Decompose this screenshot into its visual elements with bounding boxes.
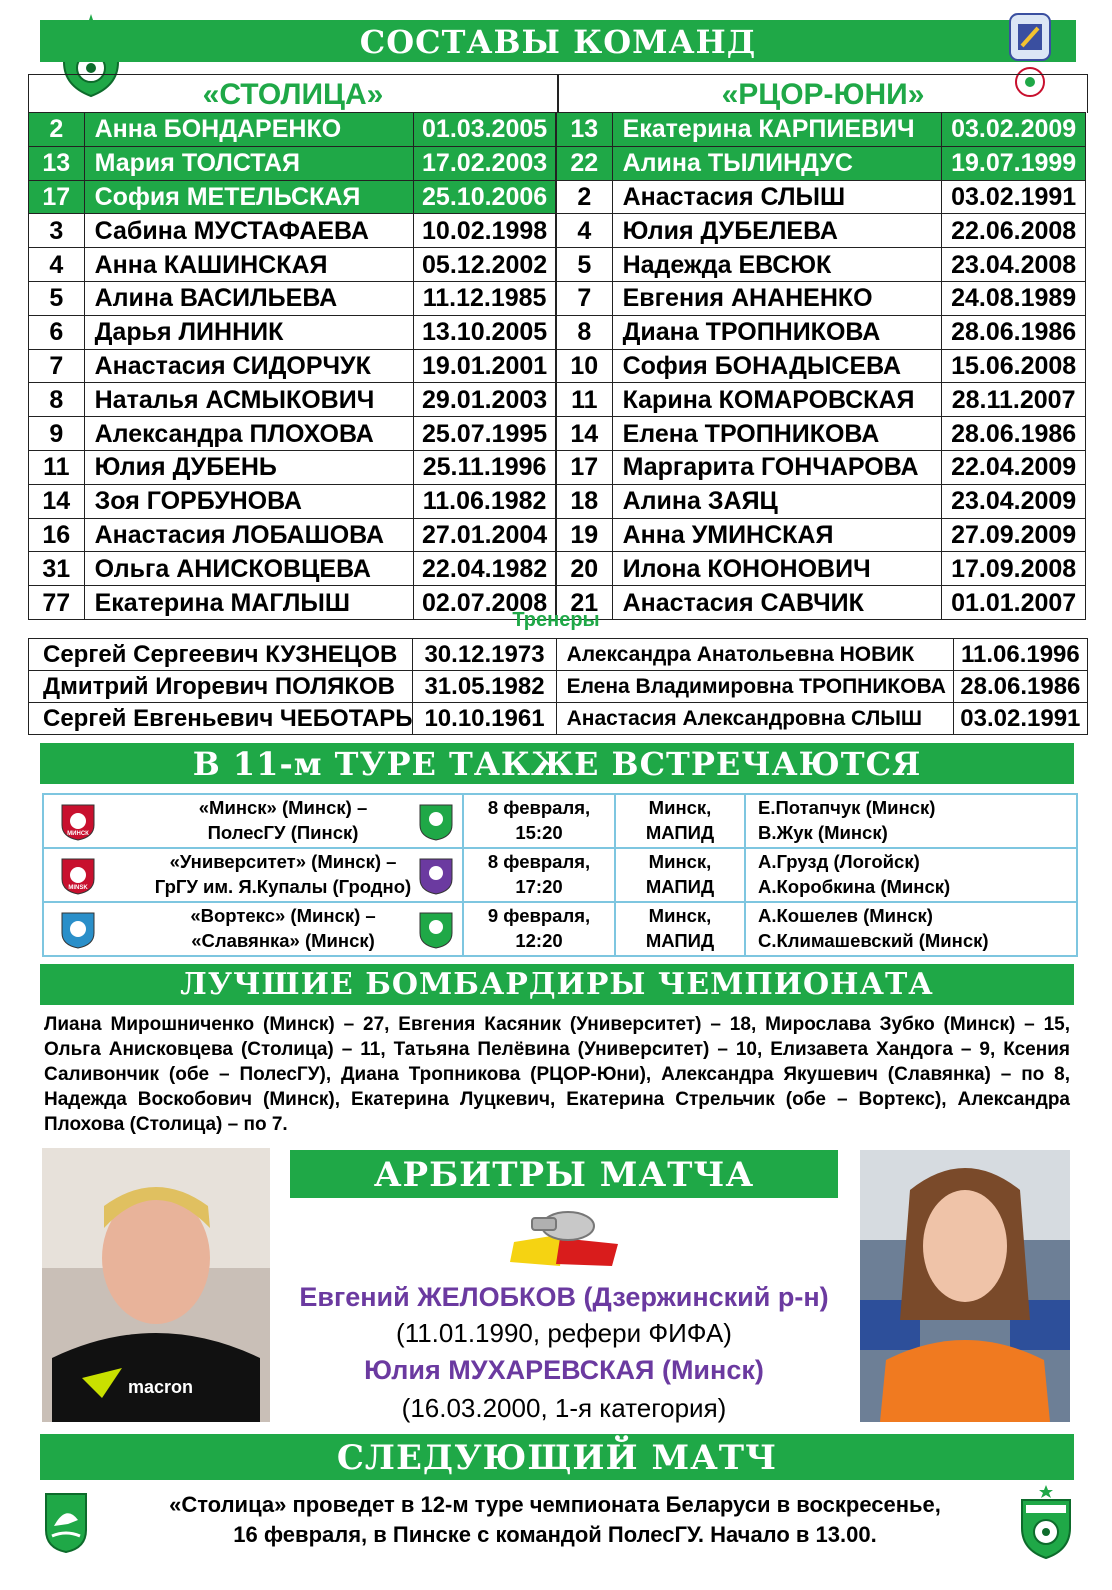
player-number: 5 — [557, 248, 613, 282]
player-name: Александра ПЛОХОВА — [84, 417, 414, 451]
away-player-row — [557, 248, 1086, 282]
player-number: 4 — [29, 248, 85, 282]
home-coach-birthdate: 30.12.1973 — [413, 639, 556, 671]
player-name: Елена ТРОПНИКОВА — [612, 417, 942, 451]
player-number: 8 — [557, 315, 613, 349]
player-birthdate: 05.12.2002 — [414, 248, 556, 282]
matches-table — [42, 793, 1078, 957]
player-birthdate: 23.04.2009 — [942, 484, 1086, 518]
coach-row — [29, 639, 1088, 671]
player-birthdate: 28.11.2007 — [942, 383, 1086, 417]
match-city: Минск, — [648, 797, 712, 818]
referee-2-name: Юлия МУХАРЕВСКАЯ (Минск) — [364, 1355, 764, 1385]
away-player-row — [557, 552, 1086, 586]
team-2-logo-icon — [416, 855, 456, 895]
home-player-row — [29, 383, 556, 417]
match-team-2: ПолесГУ (Пинск) — [207, 822, 359, 843]
player-number: 9 — [29, 417, 85, 451]
player-number: 18 — [557, 484, 613, 518]
match-referee-1: Е.Потапчук (Минск) — [758, 797, 936, 818]
home-player-row — [29, 146, 556, 180]
away-roster-table — [556, 112, 1086, 620]
player-number: 16 — [29, 518, 85, 552]
match-row — [44, 795, 1076, 849]
referee-photo-female — [860, 1150, 1070, 1422]
match-row — [44, 849, 1076, 903]
player-number: 13 — [29, 146, 85, 180]
away-coach-name: Анастасия Александровна СЛЫШ — [556, 703, 953, 735]
player-number: 77 — [29, 586, 85, 620]
referee-1-name: Евгений ЖЕЛОБКОВ (Дзержинский р-н) — [299, 1282, 829, 1312]
match-referees — [758, 849, 1068, 901]
match-team-1: «Вортекс» (Минск) – — [190, 905, 376, 926]
away-coach-birthdate: 03.02.1991 — [953, 703, 1087, 735]
player-name: София МЕТЕЛЬСКАЯ — [84, 180, 414, 214]
player-birthdate: 22.06.2008 — [942, 214, 1086, 248]
scorers-title — [40, 964, 1074, 1005]
player-birthdate: 03.02.2009 — [942, 113, 1086, 147]
referee-2-info: (16.03.2000, 1-я категория) — [401, 1393, 727, 1423]
player-number: 5 — [29, 281, 85, 315]
away-player-row — [557, 349, 1086, 383]
match-date — [464, 903, 614, 955]
player-birthdate: 19.07.1999 — [942, 146, 1086, 180]
player-birthdate: 29.01.2003 — [414, 383, 556, 417]
round-title-text: В 11-м ТУРЕ ТАКЖЕ ВСТРЕЧАЮТСЯ — [192, 745, 922, 783]
player-birthdate: 25.07.1995 — [414, 417, 556, 451]
match-date — [464, 849, 614, 901]
player-birthdate: 23.04.2008 — [942, 248, 1086, 282]
player-birthdate: 27.01.2004 — [414, 518, 556, 552]
match-row — [44, 903, 1076, 955]
home-coach-name: Дмитрий Игоревич ПОЛЯКОВ — [29, 671, 413, 703]
player-birthdate: 22.04.1982 — [414, 552, 556, 586]
match-time: 17:20 — [515, 876, 563, 897]
match-day: 8 февраля, — [487, 797, 591, 818]
match-date — [464, 795, 614, 847]
away-player-row — [557, 214, 1086, 248]
home-coach-birthdate: 31.05.1982 — [413, 671, 556, 703]
home-player-row — [29, 518, 556, 552]
match-referees — [758, 795, 1068, 847]
coaches-label: Тренеры — [512, 609, 600, 631]
player-name: Екатерина КАРПИЕВИЧ — [612, 113, 942, 147]
next-match-line-1: «Столица» проведет в 12-м туре чемпионата Беларуси в воскресенье, — [169, 1492, 941, 1517]
away-player-row — [557, 281, 1086, 315]
referee-photo-male — [42, 1148, 270, 1422]
player-name: Маргарита ГОНЧАРОВА — [612, 450, 942, 484]
player-name: Алина ТЫЛИНДУС — [612, 146, 942, 180]
player-birthdate: 01.01.2007 — [942, 586, 1086, 620]
match-venue — [616, 849, 744, 901]
player-number: 17 — [557, 450, 613, 484]
player-birthdate: 28.06.1986 — [942, 315, 1086, 349]
team-2-logo-icon — [416, 909, 456, 949]
player-number: 2 — [557, 180, 613, 214]
player-number: 19 — [557, 518, 613, 552]
team-1-logo-icon — [58, 909, 98, 949]
player-number: 2 — [29, 113, 85, 147]
home-player-row — [29, 349, 556, 383]
player-name: Диана ТРОПНИКОВА — [612, 315, 942, 349]
next-match-title — [40, 1434, 1074, 1480]
player-name: Евгения АНАНЕНКО — [612, 281, 942, 315]
away-player-row — [557, 180, 1086, 214]
player-number: 20 — [557, 552, 613, 586]
home-player-row — [29, 214, 556, 248]
player-birthdate: 22.04.2009 — [942, 450, 1086, 484]
match-venue — [616, 903, 744, 955]
match-time: 12:20 — [515, 930, 563, 951]
away-player-row — [557, 146, 1086, 180]
round-title — [40, 743, 1074, 784]
team-1-logo-icon — [58, 801, 98, 841]
match-day: 8 февраля, — [487, 851, 591, 872]
player-number: 7 — [557, 281, 613, 315]
team-away-title: «РЦОР-ЮНИ» — [558, 74, 1088, 113]
match-teams — [108, 795, 458, 847]
coaches-table — [28, 638, 1088, 735]
player-number: 17 — [29, 180, 85, 214]
player-birthdate: 24.08.1989 — [942, 281, 1086, 315]
player-name: Екатерина МАГЛЫШ — [84, 586, 414, 620]
player-name: София БОНАДЫСЕВА — [612, 349, 942, 383]
match-arena: МАПИД — [645, 822, 715, 843]
home-roster-table — [28, 112, 556, 620]
player-birthdate: 11.06.1982 — [414, 484, 556, 518]
next-match-line-2: 16 февраля, в Пинске с командой ПолесГУ. Начало в 13.00. — [233, 1522, 877, 1547]
next-match-title-text: СЛЕДУЮЩИЙ МАТЧ — [336, 1438, 778, 1478]
referee-1-info: (11.01.1990, рефери ФИФА) — [396, 1318, 732, 1348]
player-name: Анастасия ЛОБАШОВА — [84, 518, 414, 552]
player-number: 3 — [29, 214, 85, 248]
player-name: Надежда ЕВСЮК — [612, 248, 942, 282]
match-referees — [758, 903, 1068, 955]
match-referee-1: А.Грузд (Логойск) — [758, 851, 920, 872]
player-name: Зоя ГОРБУНОВА — [84, 484, 414, 518]
player-number: 21 — [557, 586, 613, 620]
player-name: Дарья ЛИННИК — [84, 315, 414, 349]
away-coach-birthdate: 11.06.1996 — [953, 639, 1087, 671]
match-team-2: «Славянка» (Минск) — [191, 930, 375, 951]
match-team-1: «Минск» (Минск) – — [198, 797, 368, 818]
home-player-row — [29, 484, 556, 518]
player-number: 31 — [29, 552, 85, 586]
coach-row — [29, 703, 1088, 735]
match-referee-2: А.Коробкина (Минск) — [758, 876, 951, 897]
away-player-row — [557, 518, 1086, 552]
match-referee-2: В.Жук (Минск) — [758, 822, 888, 843]
player-birthdate: 03.02.1991 — [942, 180, 1086, 214]
player-birthdate: 17.02.2003 — [414, 146, 556, 180]
match-teams — [108, 903, 458, 955]
away-coach-name: Александра Анатольевна НОВИК — [556, 639, 953, 671]
home-player-row — [29, 552, 556, 586]
player-name: Анна БОНДАРЕНКО — [84, 113, 414, 147]
player-birthdate: 11.12.1985 — [414, 281, 556, 315]
player-birthdate: 28.06.1986 — [942, 417, 1086, 451]
player-name: Ольга АНИСКОВЦЕВА — [84, 552, 414, 586]
player-birthdate: 19.01.2001 — [414, 349, 556, 383]
player-number: 14 — [29, 484, 85, 518]
home-coach-birthdate: 10.10.1961 — [413, 703, 556, 735]
player-birthdate: 01.03.2005 — [414, 113, 556, 147]
player-name: Илона КОНОНОВИЧ — [612, 552, 942, 586]
player-name: Анастасия СИДОРЧУК — [84, 349, 414, 383]
away-coach-birthdate: 28.06.1986 — [953, 671, 1087, 703]
player-birthdate: 15.06.2008 — [942, 349, 1086, 383]
match-arena: МАПИД — [645, 930, 715, 951]
whistle-icon — [508, 1204, 620, 1268]
player-birthdate: 25.10.2006 — [414, 180, 556, 214]
scorers-title-text: ЛУЧШИЕ БОМБАРДИРЫ ЧЕМПИОНАТА — [180, 967, 934, 1002]
team-1-logo-icon — [58, 855, 98, 895]
scorers-text: Лиана Мирошниченко (Минск) – 27, Евгения Касяник (Университет) – 18, Мирослава Зубко (Минск) – 15, Ольга Анисковцева (Столица) – 11, Татьяна Пелёвина (Университет) – 10, Елизавета Хандога – 9, Ксения Саливончик (обе – ПолесГУ), Диана Тропникова (РЦОР-Юни), Александра Якушевич (Славянка) – по 8, Надежда Воскобович (Минск), Екатерина Луцкевич, Екатерина Стрельчик (обе – Вортекс), Александра Плохова (Столица) – по 7. — [44, 1014, 1070, 1135]
away-player-row — [557, 450, 1086, 484]
away-player-row — [557, 113, 1086, 147]
home-player-row — [29, 113, 556, 147]
team-1-logo-text: MINSK — [68, 885, 88, 891]
player-name: Сабина МУСТАФАЕВА — [84, 214, 414, 248]
player-birthdate: 25.11.1996 — [414, 450, 556, 484]
player-name: Юлия ДУБЕНЬ — [84, 450, 414, 484]
page-title-text: СОСТАВЫ КОМАНД — [359, 23, 757, 61]
player-name: Анастасия САВЧИК — [612, 586, 942, 620]
home-player-row — [29, 417, 556, 451]
match-referee-1: А.Кошелев (Минск) — [758, 905, 933, 926]
team-1-logo-text: МИНСК — [67, 831, 89, 837]
player-birthdate: 02.07.2008 — [414, 586, 556, 620]
next-match-text — [120, 1490, 990, 1550]
player-number: 4 — [557, 214, 613, 248]
home-coach-name: Сергей Евгеньевич ЧЕБОТАРЬ — [29, 703, 413, 735]
player-name: Карина КОМАРОВСКАЯ — [612, 383, 942, 417]
match-day: 9 февраля, — [487, 905, 591, 926]
match-teams — [108, 849, 458, 901]
player-name: Анна УМИНСКАЯ — [612, 518, 942, 552]
player-number: 11 — [29, 450, 85, 484]
away-player-row — [557, 417, 1086, 451]
match-city: Минск, — [648, 905, 712, 926]
home-player-row — [29, 248, 556, 282]
match-team-1: «Университет» (Минск) – — [169, 851, 397, 872]
home-player-row — [29, 315, 556, 349]
referees-title — [290, 1150, 838, 1198]
stolitsa-logo-bottom — [1018, 1484, 1074, 1560]
match-team-2: ГрГУ им. Я.Купалы (Гродно) — [154, 876, 412, 897]
page-title — [40, 20, 1076, 62]
player-name: Анастасия СЛЫШ — [612, 180, 942, 214]
team-2-logo-icon — [416, 801, 456, 841]
shirt-brand: macron — [128, 1377, 194, 1397]
match-venue — [616, 795, 744, 847]
match-arena: МАПИД — [645, 876, 715, 897]
player-birthdate: 10.02.1998 — [414, 214, 556, 248]
player-number: 22 — [557, 146, 613, 180]
player-number: 11 — [557, 383, 613, 417]
team-home-title: «СТОЛИЦА» — [28, 74, 558, 113]
player-number: 13 — [557, 113, 613, 147]
player-name: Алина ВАСИЛЬЕВА — [84, 281, 414, 315]
player-name: Мария ТОЛСТАЯ — [84, 146, 414, 180]
player-name: Юлия ДУБЕЛЕВА — [612, 214, 942, 248]
player-number: 8 — [29, 383, 85, 417]
away-player-row — [557, 383, 1086, 417]
match-referee-2: С.Климашевский (Минск) — [758, 930, 989, 951]
polesgu-logo — [42, 1490, 90, 1554]
player-birthdate: 13.10.2005 — [414, 315, 556, 349]
home-player-row — [29, 180, 556, 214]
player-name: Наталья АСМЫКОВИЧ — [84, 383, 414, 417]
away-coach-name: Елена Владимировна ТРОПНИКОВА — [556, 671, 953, 703]
player-number: 10 — [557, 349, 613, 383]
home-coach-name: Сергей Сергеевич КУЗНЕЦОВ — [29, 639, 413, 671]
match-city: Минск, — [648, 851, 712, 872]
home-player-row — [29, 450, 556, 484]
away-player-row — [557, 484, 1086, 518]
player-birthdate: 27.09.2009 — [942, 518, 1086, 552]
player-number: 14 — [557, 417, 613, 451]
away-player-row — [557, 315, 1086, 349]
player-birthdate: 17.09.2008 — [942, 552, 1086, 586]
referees-title-text: АРБИТРЫ МАТЧА — [373, 1155, 755, 1195]
coach-row — [29, 671, 1088, 703]
player-number: 6 — [29, 315, 85, 349]
home-player-row — [29, 281, 556, 315]
player-name: Анна КАШИНСКАЯ — [84, 248, 414, 282]
match-time: 15:20 — [515, 822, 563, 843]
player-number: 7 — [29, 349, 85, 383]
player-name: Алина ЗАЯЦ — [612, 484, 942, 518]
